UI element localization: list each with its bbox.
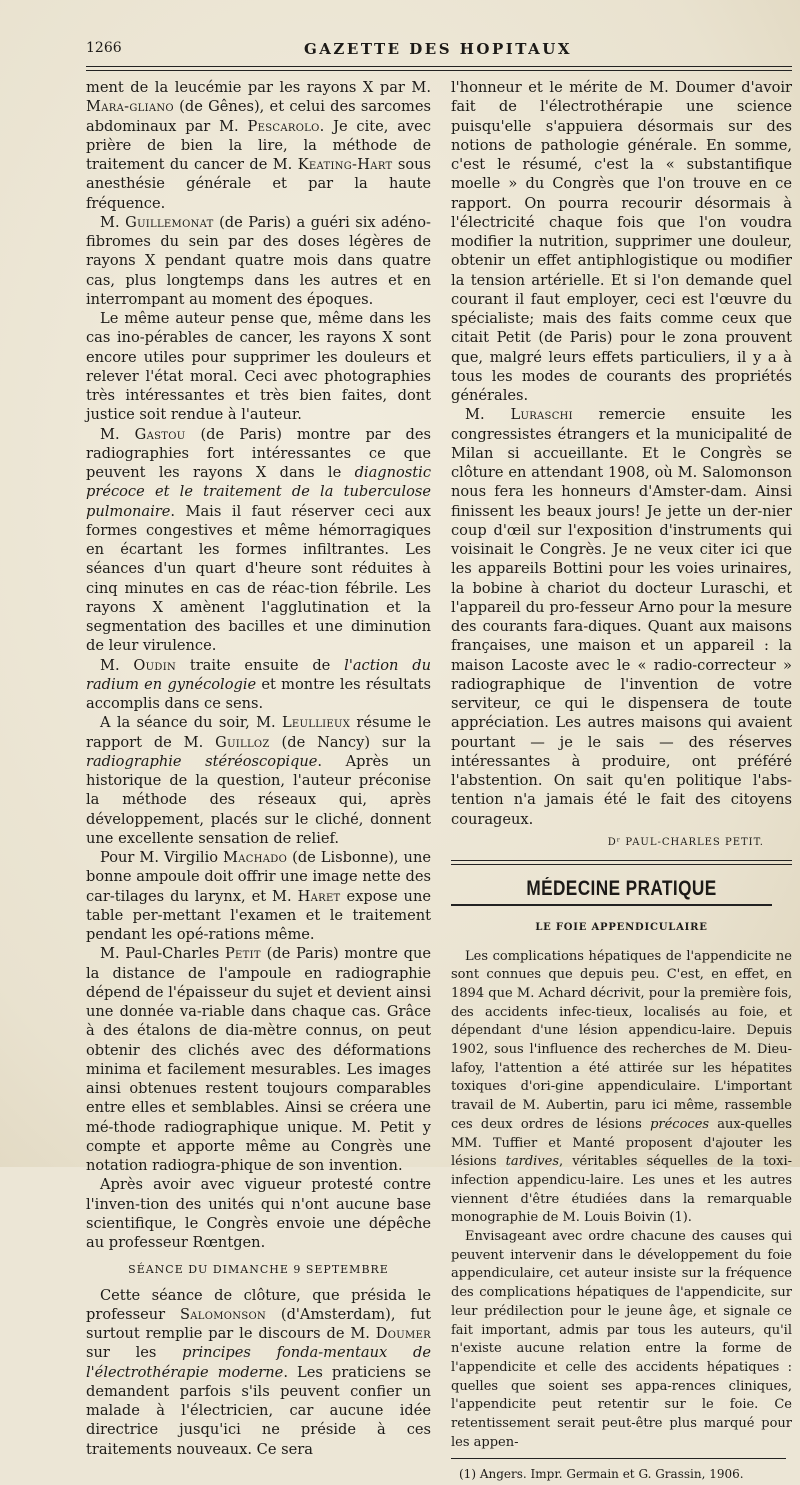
text-run: M. — [100, 213, 126, 231]
text-run: sur les — [86, 1344, 183, 1362]
footnote: (1) Angers. Impr. Germain et G. Grassin, 1906. — [459, 1467, 744, 1482]
paragraph — [451, 78, 792, 405]
paragraph — [86, 1175, 431, 1252]
section-title: MÉDECINE PRATIQUE — [526, 877, 717, 900]
person-name: Gastou — [134, 425, 186, 443]
text-run: Cette séance de clôture, que présida le professeur — [86, 1286, 431, 1323]
paragraph — [451, 948, 792, 1229]
person-name: Keating-Hart — [297, 156, 393, 173]
paragraph — [86, 713, 431, 848]
text-run: Envisageant avec ordre chacune des causes qui peuvent intervenir dans le développement du foie appendiculaire, cet auteur insiste sur la fréquence des complications hépatiques de l'appendicite, sur leur prédilection pour le jeune âge, et signale ce fait important, admis par tous les auteurs, qu'il n'existe aucune relation entre la forme de l'appendicite et celle des accidents hépatiques : quelles que soient ses appa-rences cliniques, l'appendicite peut retentir sur le foie. Ce retentissement serait peut-être plus marqué pour les appen- — [451, 1229, 792, 1450]
text-run: résume le rapport de M. — [86, 714, 431, 751]
paragraph — [86, 213, 431, 309]
header-rule — [86, 66, 792, 67]
text-run: Les complications hépatiques de l'appendicite ne sont connues que depuis peu. C'est, en effet, en 1894 que M. Achard décrivit, pour la première fois, des accidents infec-tieux, localisés au foie, et dépendant d'une lésion appendicu-laire. Depuis 1902, sous l'influence des recherches de M. Dieu-lafoy, l'attention a été attirée sur les hépatites toxiques d'ori-gine appendiculaire. L'important travail de M. Aubertin, paru ici même, rassemble ces deux ordres de lésions — [451, 948, 792, 1132]
paragraph — [451, 1228, 792, 1452]
text-run: sous anesthésie générale et par la haute fréquence. — [86, 156, 431, 212]
page-header — [86, 40, 790, 64]
text-run: (de Lisbonne), une bonne ampoule doit offrir une image nette des car-tilages du larynx, et M. — [86, 849, 431, 905]
italic-title: radiographie stéréoscopique — [86, 752, 318, 770]
person-name: Salomonson — [179, 1305, 267, 1323]
paragraph — [451, 405, 792, 829]
text-run: . Je cite, avec prière de bien la lire, la méthode de traitement du cancer de M. — [86, 117, 431, 173]
paragraph — [86, 1286, 431, 1459]
text-run: traite ensuite de — [176, 656, 345, 674]
text-run: (de Paris) montre que la distance de l'ampoule en radiographie dépend de l'épaisseur du sujet et devient ainsi une donnée va-riable dans chaque cas. Grâce à des étalons de dia-mètre connus, on peut obtenir des clichés avec des déformations minima et facilement mesurables. Les images ainsi obtenues restent toujours comparables entre elles et semblables. Ainsi se créera une mé-thode radiographique unique. M. Petit y compte et apporte même au Congrès une notation radiogra-phique de son invention. — [86, 945, 431, 1174]
person-name: Mara-gliano — [86, 98, 174, 116]
text-run: Pour M. Virgilio — [100, 849, 224, 866]
person-name: Machado — [223, 849, 288, 866]
author-signature: Dʳ PAUL-CHARLES PETIT. — [607, 836, 764, 848]
italic-title: principes fonda-mentaux de l'électrothérapie moderne — [86, 1344, 431, 1381]
article-body — [451, 948, 792, 1453]
text-run: A la séance du soir, M. — [100, 714, 282, 732]
text-run: M. — [100, 656, 134, 674]
person-name: Petit — [224, 945, 261, 963]
text-run: M. — [465, 406, 511, 424]
italic-title: diagnostic précoce et le traitement de la tuberculose pulmonaire — [86, 464, 431, 520]
paragraph — [86, 78, 431, 213]
left-column — [86, 78, 431, 1459]
italic-title: l'action du radium en gynécologie — [86, 656, 431, 693]
text-run: aux-quelles MM. Tuffier et Manté proposent d'ajouter les lésions — [451, 1116, 792, 1170]
paragraph — [86, 944, 431, 1175]
italic-title: précoces — [650, 1116, 710, 1132]
paragraph — [86, 309, 431, 425]
text-run: M. Paul-Charles — [100, 945, 225, 963]
footnote-rule — [451, 1458, 786, 1459]
paragraph — [86, 425, 431, 656]
text-run: l'honneur et le mérite de M. Doumer d'avoir fait de l'électrothérapie une science puisqu'elle s'appuiera désormais sur des notions de pathologie générale. En somme, c'est le résumé, c'est la « substantifique moelle » du Congrès que l'on trouve en ce rapport. On pourra recourir désormais à l'électricité chaque fois que l'on voudra modifier la nutrition, supprimer une douleur, obtenir un effet antiphlogistique ou modifier la tension artérielle. Et si l'on demande quel courant il faut employer, ceci est l'œuvre du spécialiste; mais des faits comme ceux que citait Petit (de Paris) pour le zona prouvent que, malgré leurs effets particuliers, il y a à tous les modes de courants des propriétés générales. — [451, 79, 792, 404]
person-name: Haret — [297, 887, 341, 905]
section-title-rule — [451, 904, 772, 906]
text-run: (de Paris) a guéri six adéno-fibromes du sein par des doses légères de rayons X pendant quatre mois dans quatre cas, plus longtemps dans les autres et en interrompant au moment des époques. — [86, 213, 431, 308]
text-run: remercie ensuite les congressistes étrangers et la municipalité de Milan si accueillante. Et le Congrès se clôture en attendant 1908, où M. Salomonson nous fera les honneurs d'Amster-dam. Ainsi finissent les beaux jours! Je jette un der-nier coup d'œil sur l'exposition d'instruments qui voisinait le Congrès. Je ne veux citer ici que les appareils Bottini pour les voies urinaires, la bobine à chariot du docteur Luraschi, et l'appareil du pro-fesseur Arno pour la mesure des courants fara-diques. Quant aux maisons françaises, une maison et un appareil : la maison Lacoste avec le « radio-correcteur » radiographique de l'invention de votre serviteur, ce qui le dispensera de toute appréciation. Les autres maisons qui avaient pourtant — je le sais — des réserves intéressantes à produire, ont préféré l'abstention. On sait qu'en politique l'abs-tention n'a jamais été le fait des citoyens courageux. — [451, 406, 792, 828]
text-run: , véritables séquelles de la toxi-infection appendicu-laire. Les unes et les autres viennent d'être étudiées dans la remarquable monographie de M. Louis Boivin (1). — [451, 1154, 793, 1226]
paragraph — [86, 656, 431, 714]
paragraph — [86, 848, 431, 944]
text-run: Après avoir avec vigueur protesté contre l'inven-tion des unités qui n'ont aucune base scientifique, le Congrès envoie une dépêche au professeur Rœntgen. — [86, 1176, 431, 1251]
text-run: (de Paris) montre par des radiographies fort intéressantes ce que peuvent les rayons X dans le — [86, 425, 431, 481]
header-rule-thin — [86, 70, 792, 71]
text-run: expose une table per-mettant l'examen et le traitement pendant les opé-rations même. — [86, 887, 431, 943]
text-run: (de Gênes), et celui des sarcomes abdominaux par M. — [86, 98, 431, 135]
session-subheading: SÉANCE DU DIMANCHE 9 SEPTEMBRE — [128, 1263, 389, 1277]
italic-title: tardives — [505, 1154, 560, 1170]
text-run: (d'Amsterdam), fut surtout remplie par le discours de M. — [86, 1305, 431, 1342]
text-run: . Après un historique de la question, l'auteur préconise la méthode des réseaux qui, après développement, placés sur le cliché, donnent une excellente sensation de relief. — [86, 752, 432, 847]
section-divider — [451, 860, 792, 865]
person-name: Pescarolo — [247, 117, 320, 135]
text-run: Le même auteur pense que, même dans les cas ino-pérables de cancer, les rayons X sont encore utiles pour supprimer les douleurs et relever l'état moral. Ceci avec photographies très intéressantes et très bien faites, dont justice soit rendue à l'auteur. — [86, 310, 431, 424]
text-run: . Mais il faut réserver ceci aux formes congestives et même hémorragiques en écartant les formes infiltrantes. Les séances d'un quart d'heure sont réduites à cinq minutes en cas de réac-tion fébrile. Les rayons X amènent l'agglutination et la segmentation des bacilles et une diminution de leur virulence. — [86, 502, 431, 655]
text-run: . Les praticiens se demandent parfois s'ils peuvent confier un malade à l'électricien, car aucune idée directrice jusqu'ici ne préside à ces traitements nouveaux. Ce sera — [86, 1363, 431, 1458]
text-run: (de Nancy) sur la — [269, 733, 431, 751]
person-name: Guilloz — [215, 733, 270, 751]
text-run: et montre les résultats accomplis dans ce sens. — [86, 675, 431, 712]
person-name: Leullieux — [281, 714, 351, 732]
person-name: Guillemonat — [125, 213, 214, 231]
text-run: ment de la leucémie par les rayons X par M. — [86, 79, 431, 96]
article-heading: LE FOIE APPENDICULAIRE — [535, 922, 708, 934]
person-name: Doumer — [375, 1325, 431, 1342]
text-run: M. — [100, 425, 135, 443]
right-column — [451, 78, 792, 1485]
person-name: Luraschi — [510, 406, 573, 424]
person-name: Oudin — [133, 656, 177, 674]
page-number: 1266 — [86, 40, 122, 56]
journal-title: GAZETTE DES HOPITAUX — [303, 40, 572, 58]
